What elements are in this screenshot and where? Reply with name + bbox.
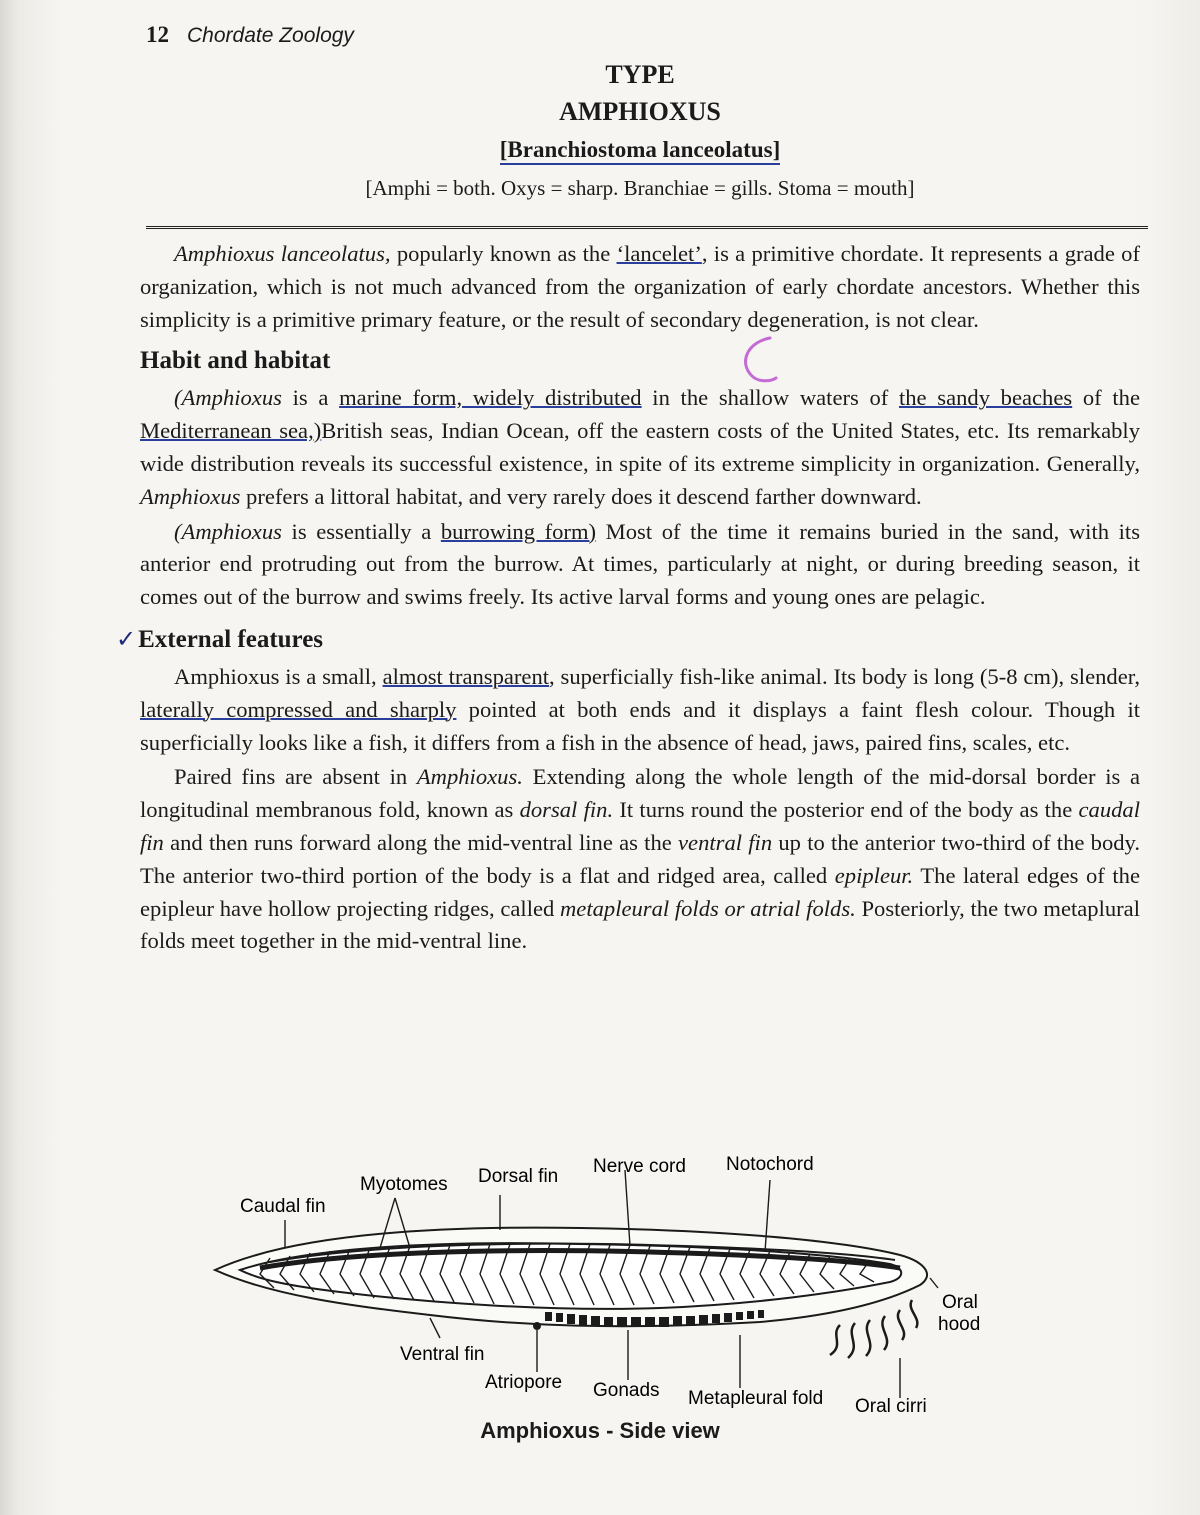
label-ventral-fin: Ventral fin bbox=[400, 1344, 485, 1365]
habit-p1-e: prefers a littoral habitat, and very rarely does it descend farther downward. bbox=[240, 483, 922, 509]
label-myotomes: Myotomes bbox=[360, 1174, 448, 1195]
running-head bbox=[146, 22, 354, 48]
heading-external-text: External features bbox=[138, 625, 324, 653]
pen-mark-icon bbox=[730, 332, 790, 392]
habit-p1-ul1: marine form, widely distributed bbox=[339, 385, 642, 411]
heading-external bbox=[116, 622, 1140, 657]
intro-text-b: , is a primitive chordate. It represents a grade of organization, which is not much advanced from the organization of early chordate ancestors. Whether this simplicity is a primitive primary feature, or the result of secondary degeneration, is not clear. bbox=[140, 241, 1140, 332]
ext-p2-em2: dorsal fin. bbox=[519, 797, 614, 823]
ext-p2-b: Extending along the whole length of the mid-dorsal border is a longitudinal membranous fold, known as bbox=[140, 764, 1140, 823]
book-title: Chordate Zoology bbox=[187, 24, 354, 47]
label-oral-hood-2: hood bbox=[938, 1314, 981, 1335]
label-dorsal-fin: Dorsal fin bbox=[478, 1166, 559, 1187]
habit-p1-em: (Amphioxus bbox=[174, 385, 282, 411]
intro-paragraph bbox=[140, 238, 1140, 336]
page-number: 12 bbox=[146, 22, 169, 47]
ext-p1-ul2: laterally compressed and sharply bbox=[140, 696, 457, 722]
amphioxus-diagram bbox=[200, 1140, 1000, 1440]
ext-p2-em3: caudal fin bbox=[140, 797, 1140, 855]
ext-p1-c: pointed at both ends and it displays a faint flesh colour. Though it superficially looks like a fish, it differs from a fish in the absence of head, jaws, paired fins, scales, etc. bbox=[140, 696, 1140, 755]
ext-p1-a: Amphioxus is a small, bbox=[174, 663, 383, 689]
intro-text-a: popularly known as the bbox=[390, 241, 617, 266]
label-oral-cirri: Oral cirri bbox=[855, 1396, 927, 1417]
label-oral-hood-1: Oral bbox=[942, 1292, 978, 1313]
atriopore-dot bbox=[533, 1322, 541, 1330]
habit-p1-em2: Amphioxus bbox=[140, 483, 241, 509]
label-atriopore: Atriopore bbox=[485, 1372, 563, 1393]
chapter-title-block bbox=[140, 58, 1140, 206]
figure-caption: Amphioxus - Side view bbox=[480, 1418, 720, 1443]
scientific-name bbox=[140, 132, 1140, 168]
habit-paragraph-1 bbox=[140, 382, 1140, 513]
habit-paragraph-2 bbox=[140, 516, 1140, 614]
habit-p1-ul2: the sandy beaches bbox=[898, 385, 1073, 411]
title-divider bbox=[146, 226, 1148, 229]
chapter-type: TYPE bbox=[605, 60, 675, 89]
heading-habit: Habit and habitat bbox=[140, 347, 331, 375]
ext-p2-d: and then runs forward along the mid-ventral line as the bbox=[163, 829, 679, 855]
ext-p2-em5: epipleur. bbox=[834, 862, 914, 888]
habit-p2-em: (Amphioxus bbox=[174, 518, 282, 544]
label-nerve-cord: Nerve cord bbox=[593, 1156, 686, 1177]
ext-p1-ul1: almost transparent bbox=[382, 663, 550, 689]
ext-p1-b: , superficially fish-like animal. Its body is long (5-8 cm), slender, bbox=[549, 663, 1141, 689]
ext-p2-em6: metapleural folds or atrial folds. bbox=[559, 895, 856, 921]
habit-p2-b: Most of the time it remains buried in the sand, with its anterior end protruding out from the burrow. At times, particularly at night, or during breeding season, it comes out of the burrow and swims freely. Its active larval forms and young ones are pelagic. bbox=[140, 518, 1140, 610]
ext-p2-em4: ventral fin bbox=[678, 829, 773, 855]
external-paragraph-2 bbox=[140, 761, 1140, 958]
habit-p2-a: is essentially a bbox=[281, 518, 441, 544]
habit-p1-b: in the shallow waters of bbox=[641, 385, 899, 411]
external-paragraph-1 bbox=[140, 661, 1140, 759]
ext-p2-em1: Amphioxus. bbox=[416, 764, 523, 790]
label-caudal-fin: Caudal fin bbox=[240, 1196, 326, 1217]
etymology: [Amphi = both. Oxys = sharp. Branchiae = gills. Stoma = mouth] bbox=[365, 176, 915, 200]
habit-p1-ul3: Mediterranean sea,) bbox=[140, 418, 322, 444]
habit-p1-a: is a bbox=[281, 385, 340, 411]
check-mark-icon: ✓ bbox=[116, 624, 137, 653]
ext-p2-c: It turns round the posterior end of the body as the bbox=[613, 797, 1079, 823]
ext-p2-e: up to the anterior two-third of the body. The anterior two-third portion of the body is a flat and ridged area, called bbox=[140, 829, 1141, 888]
chapter-name: AMPHIOXUS bbox=[559, 97, 721, 126]
habit-p2-ul: burrowing form) bbox=[440, 518, 597, 544]
label-gonads: Gonads bbox=[593, 1380, 660, 1401]
scientific-name-text: [Branchiostoma lanceolatus] bbox=[500, 137, 780, 165]
body-text bbox=[116, 238, 1141, 958]
ext-p2-a: Paired fins are absent in bbox=[174, 764, 417, 790]
ext-p2-g: Posteriorly, the two metaplural folds meet together in the mid-ventral line. bbox=[140, 895, 1140, 954]
habit-p1-c: of the bbox=[1072, 385, 1140, 411]
intro-species: Amphioxus lanceolatus, bbox=[174, 241, 391, 266]
ext-p2-f: The lateral edges of the epipleur have hollow projecting ridges, called bbox=[140, 862, 1140, 921]
habit-p1-d: British seas, Indian Ocean, off the eastern costs of the United States, etc. Its remarkably wide distribution reveals its successful existence, in spite of its extreme simplicity in organization. Generally, bbox=[140, 418, 1140, 476]
lancelet-term: ‘lancelet’ bbox=[616, 241, 702, 266]
label-metapleural-fold: Metapleural fold bbox=[688, 1388, 824, 1409]
label-notochord: Notochord bbox=[726, 1154, 814, 1175]
